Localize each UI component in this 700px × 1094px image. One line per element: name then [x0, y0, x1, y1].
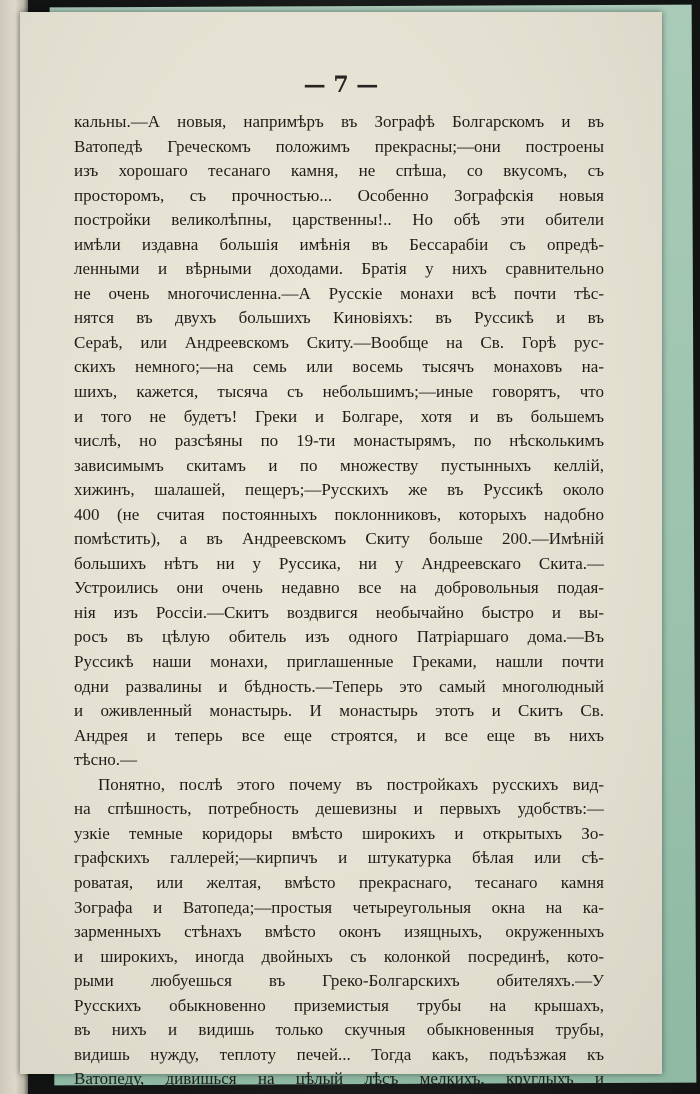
text-line: Понятно, послѣ этого почему въ постройкахъ русскихъ вид-	[98, 774, 604, 794]
text-line: одни развалины и бѣдность.—Теперь это самый многолюдный	[74, 676, 604, 696]
text-line: нятся въ двухъ большихъ Киновіяхъ: въ Руссикѣ и въ	[74, 308, 604, 328]
text-line: Зографа и Ватопеда;—простыя четыреугольныя окна на ка-	[74, 897, 604, 917]
text-line: зарменныхъ стѣнахъ вмѣсто оконъ изящныхъ, окруженныхъ	[74, 922, 604, 942]
text-line: помѣстить), а въ Андреевскомъ Скиту больше 200.—Имѣній	[74, 529, 604, 549]
text-line: и широкихъ, иногда двойныхъ съ колонкой посрединѣ, кото-	[74, 946, 604, 966]
text-line: хижинъ, шалашей, пещеръ;—Русскихъ же въ Руссикѣ около	[74, 480, 604, 500]
text-line: изъ хорошаго тесанаго камня, не спѣша, со вкусомъ, съ	[74, 161, 604, 181]
text-line: нія изъ Россіи.—Скитъ воздвигся необычайно быстро и вы-	[74, 602, 604, 622]
text-line: роватая, или желтая, вмѣсто прекраснаго, тесанаго камня	[74, 872, 604, 892]
text-line: скихъ немного;—на семь или восемь тысячъ монаховъ на-	[74, 357, 604, 377]
text-line: Руссикѣ наши монахи, приглашенные Греками, нашли почти	[74, 652, 604, 672]
text-line: 400 (не считая постоянныхъ поклонниковъ, которыхъ надобно	[74, 504, 604, 524]
text-line: ленными и вѣрными доходами. Братія у нихъ сравнительно	[74, 259, 604, 279]
text-line: кальны.—А новыя, напримѣръ въ Зографѣ Болгарскомъ и въ	[74, 112, 604, 131]
text-line: Устроились они очень недавно все на добровольныя подая-	[74, 578, 604, 598]
text-line: не очень многочисленна.—А Русскіе монахи всѣ почти тѣс-	[74, 283, 604, 303]
text-line: имѣли издавна большія имѣнія въ Бессарабіи съ опредѣ-	[74, 234, 604, 254]
text-line: постройки великолѣпны, царственны!.. Но обѣ эти обители	[74, 210, 604, 230]
text-line: на спѣшность, потребность дешевизны и первыхъ удобствъ:—	[74, 799, 604, 819]
book-page	[20, 12, 662, 1089]
page-number: — 7 —	[303, 72, 379, 98]
text-line: рыми любуешься въ Греко-Болгарскихъ обителяхъ.—У	[74, 971, 604, 991]
text-line: Ватопедѣ Греческомъ положимъ прекрасны;—они построены	[74, 136, 604, 156]
text-line: и того не будетъ! Греки и Болгаре, хотя и въ большемъ	[74, 406, 604, 426]
text-line: Русскихъ обыкновенно приземистыя трубы на крышахъ,	[74, 995, 604, 1015]
text-line: въ нихъ и видишь только скучныя обыкновенныя трубы,	[74, 1020, 604, 1040]
text-line: узкіе темные коридоры вмѣсто широкихъ и открытыхъ Зо-	[74, 823, 604, 843]
text-line: видишь нужду, теплоту печей... Тогда какъ, подъѣзжая къ	[74, 1044, 604, 1064]
text-line: Сераѣ, или Андреевскомъ Скиту.—Вообще на Св. Горѣ рус-	[74, 332, 604, 352]
body-text	[74, 110, 604, 1092]
text-line: зависимымъ скитамъ и по множеству пустынныхъ келлій,	[74, 455, 604, 475]
text-line: Ватопеду, дивишься на цѣлый лѣсъ мелкихъ, круглыхъ и	[74, 1069, 604, 1089]
text-line: тѣсно.—	[74, 750, 138, 770]
text-line: росъ въ цѣлую обитель изъ одного Патріаршаго дома.—Въ	[74, 627, 604, 647]
text-line: числѣ, но разсѣяны по 19-ти монастырямъ, по нѣсколькимъ	[74, 431, 604, 451]
text-line: шихъ, кажется, тысяча съ небольшимъ;—иные говорятъ, что	[74, 382, 604, 402]
text-line: большихъ нѣтъ ни у Руссика, ни у Андреевскаго Скита.—	[74, 553, 604, 573]
text-line: Андрея и теперь все еще строятся, и все еще въ нихъ	[74, 725, 604, 745]
text-line: графскихъ галлерей;—кирпичъ и штукатурка бѣлая или сѣ-	[74, 848, 604, 868]
text-line: и оживленный монастырь. И монастырь этотъ и Скитъ Св.	[74, 701, 604, 721]
text-line: просторомъ, съ прочностью... Особенно Зографскія новыя	[74, 185, 604, 205]
